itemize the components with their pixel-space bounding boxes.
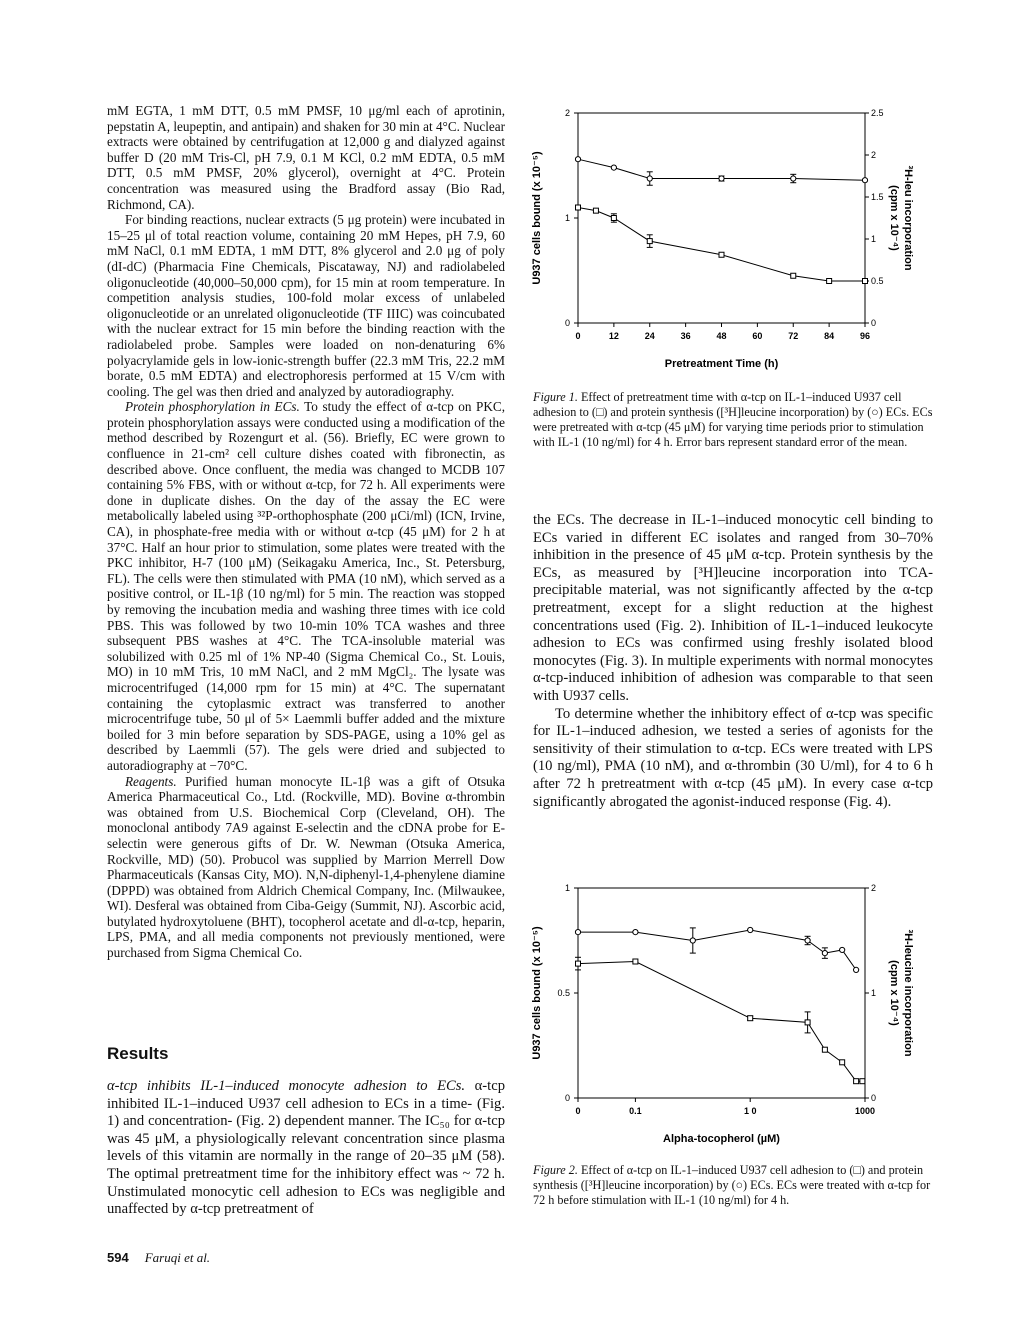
y2-tick-label: 1.5 xyxy=(871,192,884,202)
x-tick-label: 0 xyxy=(575,1106,581,1116)
leucine-data-point xyxy=(719,176,724,181)
leucine-series-line xyxy=(578,930,856,970)
adhesion-data-point xyxy=(611,216,616,221)
x-tick-label: 1000 xyxy=(854,1106,876,1116)
y2-tick-label: 0 xyxy=(871,1093,877,1103)
y2-tick-label: 0 xyxy=(871,318,877,328)
y2-tick-label: 2 xyxy=(871,150,877,160)
y-tick-label: 0 xyxy=(564,318,570,328)
caption-text: Effect of α-tcp on IL-1–induced U937 cell adhesion to (□) and protein synthesis ([³H]leucine incorporation) by (○) ECs. ECs were treated with α-tcp for 72 h before stimulation with IL-1 (10 ng/ml) for 4 h. xyxy=(533,1163,931,1207)
adhesion-data-point xyxy=(827,279,832,284)
adhesion-data-point xyxy=(840,1060,845,1065)
run-in-heading: α-tcp inhibits IL-1–induced monocyte adhesion to ECs. xyxy=(107,1078,466,1094)
paragraph xyxy=(107,399,505,773)
x-tick-label: 0.1 xyxy=(629,1106,642,1116)
paragraph: mM EGTA, 1 mM DTT, 0.5 mM PMSF, 10 μg/ml each of aprotinin, pepstatin A, leupeptin, and antipain) and shaken for 30 min at 4°C. Nuclear extracts were obtained by centrifugation at 12,000 g and dialyzed against buffer D (20 mM Tris-Cl, pH 7.9, 0.1 M KCl, 0.2 mM EDTA, 0.5 mM DTT, 0.5 mM PMSF, 20% glycerol), overnight at 4°C. Protein concentration was measured using the Bradford assay (Bio Rad, Richmond, CA). xyxy=(107,103,505,212)
paragraph xyxy=(107,1078,505,1219)
adhesion-data-point xyxy=(719,252,724,257)
leucine-data-point xyxy=(822,951,827,956)
adhesion-data-point xyxy=(863,279,868,284)
x-tick-label: 60 xyxy=(752,331,763,341)
y2-axis-label: ³H-leucine incorporation xyxy=(902,929,914,1057)
results-body xyxy=(107,1078,505,1219)
x-tick-label: 96 xyxy=(859,331,871,341)
figure-2-chart xyxy=(520,870,940,1150)
leucine-data-point xyxy=(862,178,867,183)
y-tick-label: 0.5 xyxy=(557,988,570,998)
adhesion-data-point xyxy=(854,1079,859,1084)
paragraph: the ECs. The decrease in IL-1–induced monocytic cell binding to ECs varied in different EC isolates and ranged from 30–70% inhibition in the presence of 45 μM α-tcp. Protein synthesis by the ECs, as measured by [³H]leucine incorporation into TCA-precipitable material, was not significantly affected by the α-tcp pretreatment, except for a slight reduction at the highest concentrations used (Fig. 2). Inhibition of IL-1–induced leukocyte adhesion to ECs was confirmed using freshly isolated blood monocytes (Fig. 3). In multiple experiments with normal monocytes α-tcp-induced inhibition of adhesion was comparable to that seen with U937 cells. xyxy=(533,512,933,704)
caption-label: Figure 1. xyxy=(533,390,578,404)
y-axis-label: U937 cells bound (x 10⁻⁵) xyxy=(531,151,543,285)
paragraph-text: Purified human monocyte IL-1β was a gift of Otsuka America Pharmaceutical Co., Ltd. (Rockville, MD). Bovine α-thrombin was obtained from U.S. Biochemical Corp (Cleveland, OH). The monoclonal antibody 7A9 against E-selectin and the cDNA probe for E-selectin were generous gifts of Dr. W. Newman (Otsuka America, Rockville, MD) (50). Probucol was supplied by Marrion Merrell Dow Pharmaceuticals (Kansas City, MO). N,N-diphenyl-1,4-phenylene diamine (DPPD) was obtained from Aldrich Chemical Company, Inc. (Milwaukee, WI). Desferal was obtained from Ciba-Geigy (Summit, NJ). Ascorbic acid, butylated hydroxytoluene (BHT), tocopherol acetate and dl-α-tcp, heparin, LPS, PMA, and all media components not previously mentioned, were purchased from Sigma Chemical Co. xyxy=(107,773,505,961)
y-tick-label: 1 xyxy=(564,883,570,893)
plot-frame xyxy=(578,113,865,323)
leucine-data-point xyxy=(840,947,845,952)
adhesion-data-point xyxy=(576,205,581,210)
paragraph-text: α-tcp inhibited IL-1–induced U937 cell adhesion to ECs in a time- (Fig. 1) and concentration- (Fig. 2) dependent manner. The IC₅₀ for α-tcp was 45 μM, a physiologically relevant concentration since plasma levels of this vitamin are normally in the range of 20–35 μM (58). The optimal pretreatment time for the inhibitory effect was ~ 72 h. Unstimulated monocytic cell adhesion to ECs was negligible and unaffected by α-tcp pretreatment of xyxy=(107,1078,505,1218)
leucine-data-point xyxy=(611,165,616,170)
page-footer xyxy=(107,1250,210,1266)
x-axis-label: Alpha-tocopherol (µM) xyxy=(663,1133,780,1145)
y2-axis-label: (cpm x 10⁻⁴) xyxy=(888,960,900,1026)
paragraph xyxy=(107,774,505,961)
y2-tick-label: 1 xyxy=(871,234,877,244)
page-number: 594 xyxy=(107,1250,129,1265)
left-column xyxy=(107,103,505,961)
x-tick-label: 84 xyxy=(824,331,835,341)
adhesion-series-line xyxy=(578,208,865,282)
paragraph: For binding reactions, nuclear extracts (5 μg protein) were incubated in 15–25 μl of total reaction volume, containing 20 mM Hepes, pH 7.9, 60 mM NaCl, 0.1 mM EDTA, 1 mM DTT, 8% glycerol and 2.0 μg of poly (dI-dC) (Pharmacia Fine Chemicals, Piscataway, NJ) and radiolabeled oligonucleotide (40,000–50,000 cpm), for 15 min at room temperature. In competition analysis studies, 100-fold molar excess of unlabeled oligonucleotide or an unrelated oligonucleotide (TF IIIC) was coincubated with the nuclear extract for 15 min before the binding reaction with the radiolabeled probe. Samples were loaded on non-denaturing 6% polyacrylamide gels in low-ionic-strength buffer (22.3 mM Tris, 22.2 mM borate, 0.5 mM EDTA) and electrophoresis performed at 15 V/cm with cooling. The gel was then dried and analyzed by autoradiography. xyxy=(107,212,505,399)
adhesion-data-point xyxy=(860,1079,865,1084)
y2-axis-label: (cpm x 10⁻⁴) xyxy=(888,185,900,251)
x-tick-label: 1 0 xyxy=(743,1106,757,1116)
adhesion-series-line xyxy=(578,962,862,1082)
adhesion-data-point xyxy=(822,1047,827,1052)
run-in-heading: Reagents. xyxy=(125,773,177,789)
x-tick-label: 0 xyxy=(575,331,581,341)
run-in-heading: Protein phosphorylation in ECs. xyxy=(125,399,300,415)
paragraph: To determine whether the inhibitory effect of α-tcp was specific for IL-1–induced adhesion, we tested a series of agonists for the sensitivity of their stimulation to α-tcp. ECs were treated with LPS (10 ng/ml), PMA (10 nM), and α-thrombin (30 U/ml), for 4 to 6 h after 72 h pretreatment with α-tcp (45 μM). In every case α-tcp significantly abrogated the agonist-induced response (Fig. 4). xyxy=(533,705,933,810)
adhesion-data-point xyxy=(791,273,796,278)
caption-label: Figure 2. xyxy=(533,1163,578,1177)
right-column xyxy=(533,512,933,811)
y2-tick-label: 0.5 xyxy=(871,276,884,286)
y2-axis-label: ³H-leu incorporation xyxy=(902,165,914,271)
y-tick-label: 0 xyxy=(564,1093,570,1103)
x-axis-label: Pretreatment Time (h) xyxy=(664,358,779,370)
leucine-data-point xyxy=(748,927,753,932)
plot-frame xyxy=(578,888,865,1098)
y-tick-label: 1 xyxy=(564,213,570,223)
adhesion-data-point xyxy=(647,239,652,244)
x-tick-label: 72 xyxy=(788,331,799,341)
adhesion-data-point xyxy=(805,1020,810,1025)
leucine-data-point xyxy=(575,930,580,935)
y2-tick-label: 1 xyxy=(871,988,877,998)
adhesion-data-point xyxy=(748,1016,753,1021)
figure-1-caption xyxy=(533,390,933,450)
paragraph-text: To study the effect of α-tcp on PKC, protein phosphorylation assays were conducted using a modification of the method described by Rozengurt et al. (56). Briefly, EC were grown to confluence in 21-cm² cell culture dishes coated with fibronectin, as described above. Once confluent, the media was changed to MCDB 107 containing 5% FBS, with or without α-tcp, for 72 h. All experiments were done in duplicate dishes. On the day of the assay the EC were metabolically labeled using ³²P-orthophosphate (200 μCi/ml) (ICN, Irvine, CA), in phosphate-free media with or without α-tcp (45 μM) for 2 h at 37°C. Half an hour prior to stimulation, some plates were treated with the PKC inhibitor, H-7 (100 μM) (Seikagaku America, Inc., St. Petersburg, FL). The cells were then stimulated with PMA (10 nM), which served as a positive control, or IL-1β (10 ng/ml) for 5 min. The reaction was stopped by removing the incubation media and washing three times with ice cold PBS. This was followed by two 10-min 10% TCA washes and three subsequent PBS washes at 4°C. The TCA-insoluble material was solubilized with 0.25 ml of 1% NP-40 (Sigma Chemical Co., St. Louis, MO) in 10 mM Tris, 10 mM NaCl, and 2 mM MgCl₂. The lysate was microcentrifuged (14,000 rpm for 15 min) at 4°C. The supernatant containing the cytoplasmic extract was transferred to another microcentrifuge tube, 50 μl of 5× Laemmli buffer added and the mixture boiled for 3 min before separation by SDS-PAGE, using a 10% gel as described by Laemmli (57). The gels were dried and subjected to autoradiography at −70°C. xyxy=(107,399,506,773)
figure-2-caption xyxy=(533,1163,933,1208)
leucine-data-point xyxy=(690,938,695,943)
adhesion-data-point xyxy=(576,961,581,966)
running-authors: Faruqi et al. xyxy=(144,1250,211,1265)
y2-tick-label: 2.5 xyxy=(871,108,884,118)
leucine-data-point xyxy=(805,938,810,943)
leucine-data-point xyxy=(575,157,580,162)
leucine-data-point xyxy=(854,967,859,972)
leucine-data-point xyxy=(791,176,796,181)
caption-text: Effect of pretreatment time with α-tcp on IL-1–induced U937 cell adhesion to (□) and protein synthesis ([³H]leucine incorporation) by (○) ECs. ECs were pretreated with α-tcp (45 μM) for varying time periods prior to stimulation with IL-1 (10 ng/ml) for 4 h. Error bars represent standard error of the mean. xyxy=(533,390,933,449)
y2-tick-label: 2 xyxy=(871,883,877,893)
x-tick-label: 24 xyxy=(644,331,655,341)
section-heading: Results xyxy=(107,1044,169,1063)
x-tick-label: 12 xyxy=(608,331,619,341)
adhesion-data-point xyxy=(593,208,598,213)
x-tick-label: 48 xyxy=(716,331,727,341)
leucine-data-point xyxy=(647,176,652,181)
x-tick-label: 36 xyxy=(680,331,691,341)
y-tick-label: 2 xyxy=(564,108,570,118)
leucine-data-point xyxy=(633,930,638,935)
adhesion-data-point xyxy=(633,959,638,964)
y-axis-label: U937 cells bound (x 10⁻⁵) xyxy=(531,926,543,1060)
figure-1-chart xyxy=(520,95,940,375)
